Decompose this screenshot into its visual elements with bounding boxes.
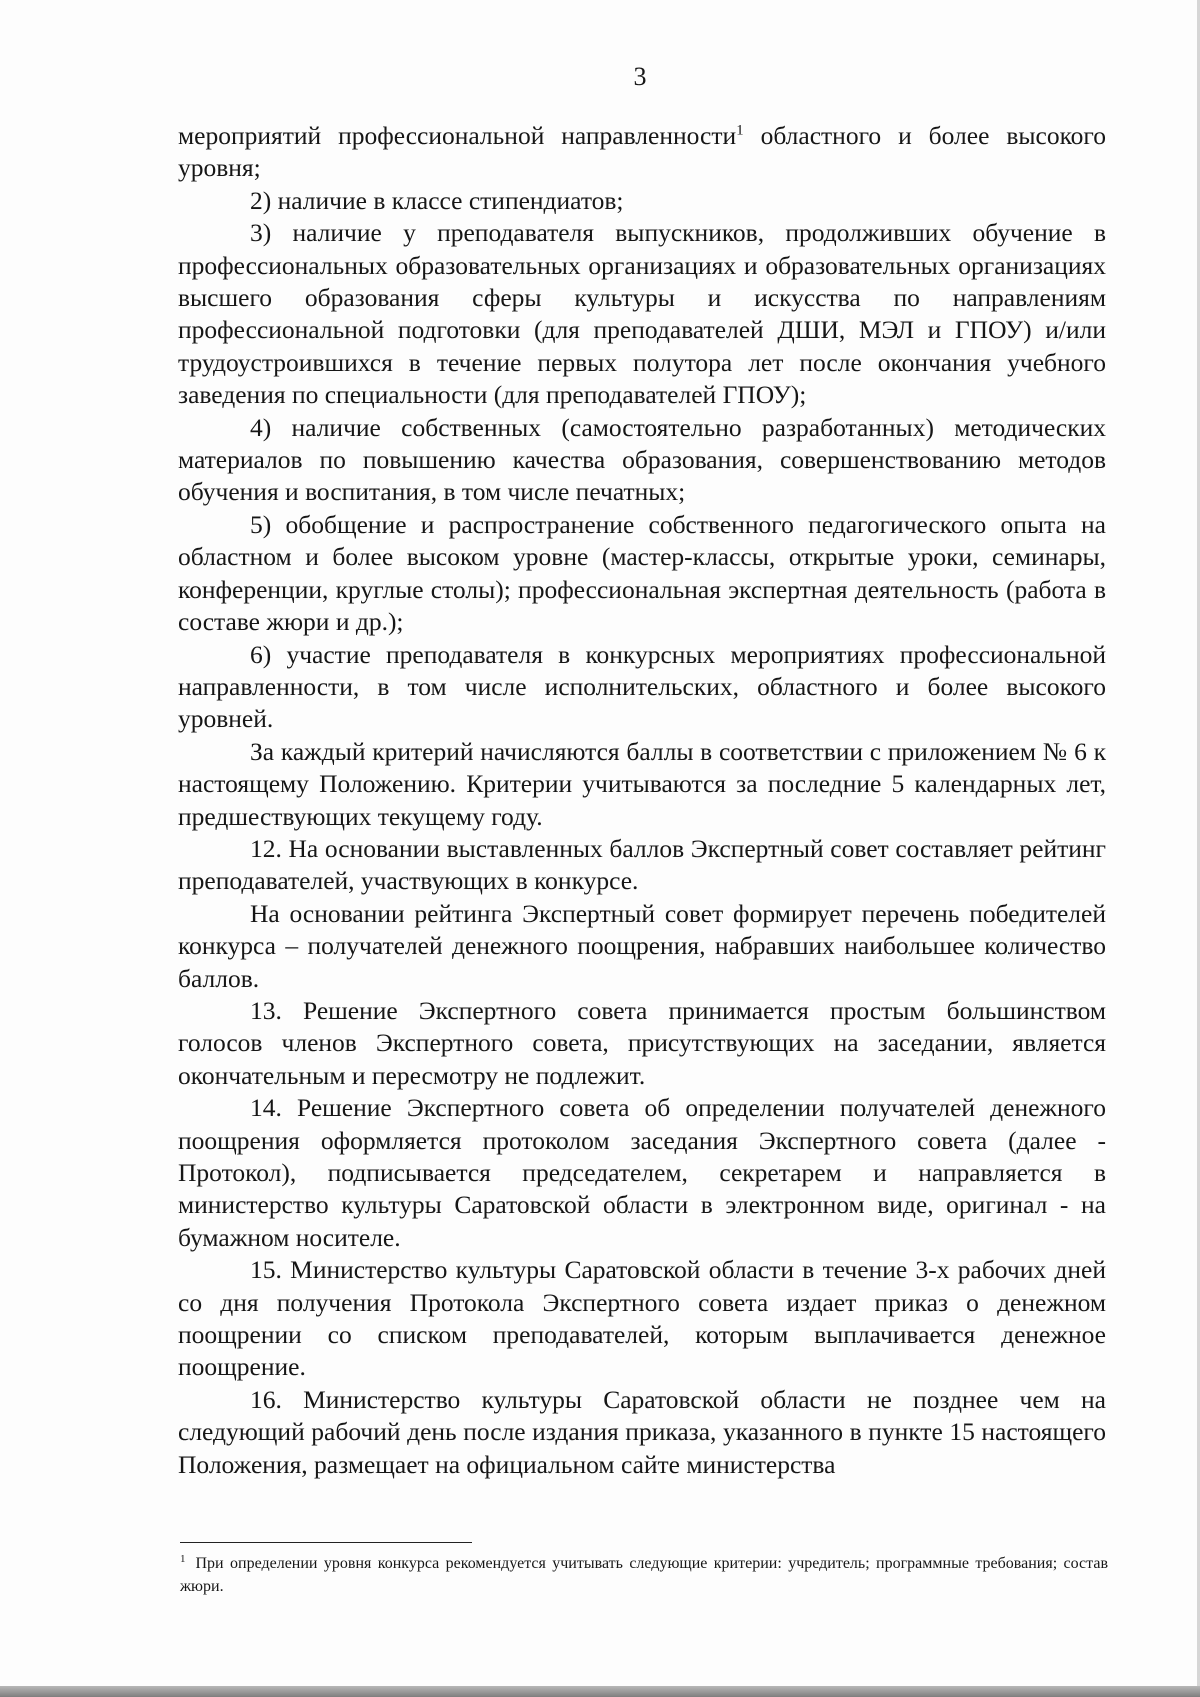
- clause-12: 12. На основании выставленных баллов Экспертный совет составляет рейтинг преподавателей, участвующих в конкурсе.: [178, 833, 1106, 896]
- scan-bottom-band: [0, 1686, 1200, 1697]
- winners-paragraph: На основании рейтинга Экспертный совет формирует перечень победителей конкурса – получателей денежного поощрения, набравших наибольшее количество баллов.: [178, 898, 1106, 993]
- criterion-6: 6) участие преподавателя в конкурсных мероприятиях профессиональной направленности, в том числе исполнительских, областного и более высокого уровней.: [178, 639, 1106, 734]
- criterion-5: 5) обобщение и распространение собственного педагогического опыта на областном и более высоком уровне (мастер-классы, открытые уроки, семинары, конференции, круглые столы); профессиональная экспертная деятельность (работа в составе жюри и др.);: [178, 509, 1106, 637]
- paragraph-lead-text: мероприятий профессиональной направленности: [178, 121, 737, 150]
- clause-16: 16. Министерство культуры Саратовской области не позднее чем на следующий рабочий день после издания приказа, указанного в пункте 15 настоящего Положения, размещает на официальном сайте министерства: [178, 1384, 1106, 1479]
- clause-14: 14. Решение Экспертного совета об определении получателей денежного поощрения оформляется протоколом заседания Экспертного совета (далее - Протокол), подписывается председателем, секретарем и направляется в министерство культуры Саратовской области в электронном виде, оригинал - на бумажном носителе.: [178, 1093, 1106, 1252]
- body-text: [178, 120, 1106, 1481]
- criterion-2: 2) наличие в классе стипендиатов;: [250, 185, 624, 215]
- clause-13: 13. Решение Экспертного совета принимается простым большинством голосов членов Экспертного совета, присутствующих на заседании, является окончательным и пересмотру не подлежит.: [178, 995, 1106, 1090]
- clause-15: 15. Министерство культуры Саратовской области в течение 3-х рабочих дней со дня получения Протокола Экспертного совета издает приказ о денежном поощрении со списком преподавателей, которым выплачивается денежное поощрение.: [178, 1255, 1106, 1382]
- footnote-marker: 1: [180, 1552, 186, 1565]
- criterion-4: 4) наличие собственных (самостоятельно разработанных) методических материалов по повышению качества образования, совершенствованию методов обучения и воспитания, в том числе печатных;: [178, 412, 1106, 507]
- page-number: 3: [633, 62, 647, 91]
- footnote-reference: 1: [736, 122, 744, 139]
- paragraph-tail-text: областного и более высокого уровня;: [178, 121, 1106, 183]
- scoring-paragraph: За каждый критерий начисляются баллы в соответствии с приложением № 6 к настоящему Положению. Критерии учитываются за последние 5 календарных лет, предшествующих текущему году.: [178, 736, 1106, 831]
- footnote-separator: [180, 1542, 472, 1543]
- footnote-text: При определении уровня конкурса рекомендуется учитывать следующие критерии: учредитель; программные требования; состав жюри.: [180, 1555, 1108, 1595]
- criterion-3: 3) наличие у преподавателя выпускников, продолживших обучение в профессиональных образовательных организациях и образовательных организациях высшего образования сферы культуры и искусства по направлениям профессиональной подготовки (для преподавателей ДШИ, МЭЛ и ГПОУ) и/или трудоустроившихся в течение первых полутора лет после окончания учебного заведения по специальности (для преподавателей ГПОУ);: [178, 218, 1106, 410]
- footnote: [180, 1552, 1108, 1598]
- paragraph-continuation: [178, 120, 1106, 185]
